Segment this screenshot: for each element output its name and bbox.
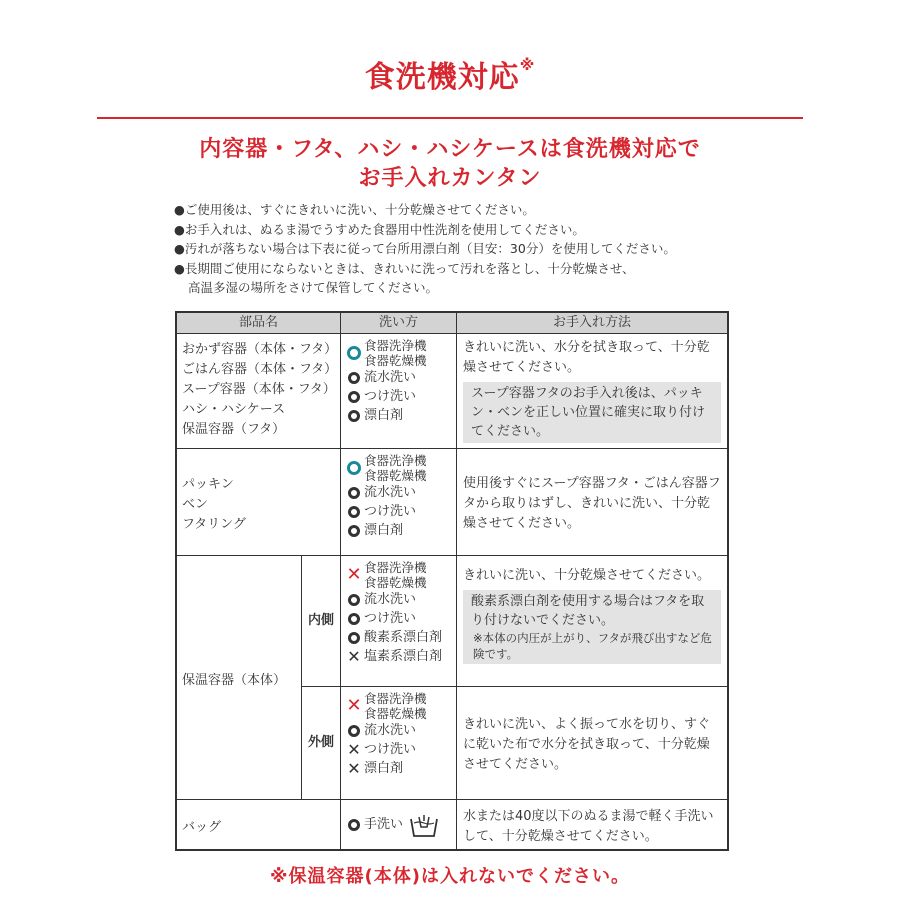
- care-note-box: スープ容器フタのお手入れ後は、パッキン・ベンを正しい位置に確実に取り付けてください。: [463, 382, 721, 443]
- wash-label: つけ洗い: [364, 504, 417, 519]
- wash-label: 食器乾燥機: [364, 706, 427, 721]
- note: ●汚れが落ちない場合は下表に従って台所用漂白剤（目安：30分）を使用してください。: [174, 241, 676, 256]
- wash-label: 手洗い: [364, 817, 404, 832]
- part-name: ハシ・ハシケース: [182, 402, 286, 417]
- subtitle-line-2: お手入れカンタン: [358, 166, 542, 191]
- care-note-box: [463, 590, 721, 664]
- care-cell: [457, 556, 727, 687]
- header-wash-method: 洗い方: [341, 313, 457, 334]
- wash-label: つけ洗い: [364, 389, 417, 404]
- ok-circle-icon: [346, 613, 362, 625]
- part-names: [177, 449, 341, 556]
- ng-x-icon: ✕: [347, 646, 361, 666]
- part-names: [177, 334, 341, 449]
- care-text: きれいに洗い、よく振って水を切り、すぐに乾いた布で水分を拭き取って、十分乾燥させてください。: [463, 717, 711, 772]
- wash-label: 漂白剤: [364, 523, 404, 538]
- ok-circle-icon: [346, 725, 362, 737]
- wash-label: 流水洗い: [364, 485, 417, 500]
- wash-label: 流水洗い: [364, 723, 417, 738]
- part-name: ベン: [182, 497, 209, 512]
- care-cell: [457, 334, 727, 449]
- wash-label: 流水洗い: [364, 370, 417, 385]
- ok-circle-icon: [346, 346, 362, 360]
- note: 高温多湿の場所をさけて保管してください。: [188, 280, 439, 295]
- ng-x-icon: ✕: [347, 758, 361, 778]
- part-name: 保温容器（フタ）: [182, 422, 286, 437]
- wash-methods: [341, 800, 457, 849]
- wash-methods: [341, 687, 457, 800]
- care-notes: [174, 200, 676, 298]
- divider: [97, 117, 803, 119]
- care-warning: ※本体の内圧が上がり、フタが飛び出すなど危険です。: [473, 631, 712, 661]
- part-name: パッキン: [182, 477, 234, 492]
- header-care-method: お手入れ方法: [457, 313, 727, 334]
- wash-label: 食器乾燥機: [364, 575, 427, 590]
- part-name: 保温容器（本体）: [177, 556, 302, 800]
- note: ●長期間ご使用にならないときは、きれいに洗って汚れを落とし、十分乾燥させ、: [174, 260, 635, 276]
- wash-label: 食器乾燥機: [364, 353, 427, 368]
- care-cell: [457, 449, 727, 556]
- ok-circle-icon: [346, 819, 362, 831]
- title-text: 食洗機対応: [364, 60, 520, 95]
- wash-label: つけ洗い: [364, 611, 417, 626]
- note: ●お手入れは、ぬるま湯でうすめた食器用中性洗剤を使用してください。: [174, 221, 585, 237]
- ok-circle-icon: [346, 506, 362, 518]
- ng-x-icon: ✕: [346, 564, 362, 585]
- wash-label: 塩素系漂白剤: [364, 649, 443, 664]
- wash-label: 食器洗浄機: [364, 560, 427, 575]
- ok-circle-icon: [346, 594, 362, 606]
- ok-circle-icon: [346, 410, 362, 422]
- page-title: [0, 52, 900, 96]
- wash-label: 食器乾燥機: [364, 468, 427, 483]
- wash-label: つけ洗い: [364, 742, 417, 757]
- outer-label: 外側: [302, 687, 341, 800]
- part-name: ごはん容器（本体・フタ）: [182, 362, 338, 377]
- ok-circle-icon: [346, 525, 362, 537]
- title-mark: ※: [519, 56, 536, 74]
- care-cell: [457, 687, 727, 800]
- wash-methods: [341, 556, 457, 687]
- wash-label: 酸素系漂白剤: [364, 630, 443, 645]
- care-text: 使用後すぐにスープ容器フタ・ごはん容器フタから取りはずし、きれいに洗い、十分乾燥させてください。: [463, 476, 721, 531]
- wash-label: 食器洗浄機: [364, 691, 427, 706]
- ok-circle-icon: [346, 461, 362, 475]
- note: ●ご使用後は、すぐにきれいに洗い、十分乾燥させてください。: [174, 202, 535, 217]
- wash-methods: [341, 449, 457, 556]
- bottom-warning: ※保温容器(本体)は入れないでください。: [270, 866, 630, 887]
- care-text: きれいに洗い、十分乾燥させてください。: [463, 568, 711, 583]
- care-table: [175, 311, 729, 851]
- ok-circle-icon: [346, 372, 362, 384]
- wash-methods: [341, 334, 457, 449]
- ok-circle-icon: [346, 632, 362, 644]
- part-name: スープ容器（本体・フタ）: [182, 382, 336, 397]
- ok-circle-icon: [346, 391, 362, 403]
- wash-label: 漂白剤: [364, 408, 404, 423]
- part-name: バッグ: [177, 800, 341, 849]
- inner-label: 内側: [302, 556, 341, 687]
- ok-circle-icon: [346, 487, 362, 499]
- part-name: フタリング: [182, 517, 246, 532]
- wash-label: 流水洗い: [364, 592, 417, 607]
- header-part-name: 部品名: [177, 313, 341, 334]
- care-text: きれいに洗い、水分を拭き取って、十分乾燥させてください。: [463, 340, 710, 375]
- wash-label: 食器洗浄機: [364, 453, 427, 468]
- wash-label: 漂白剤: [364, 761, 404, 776]
- subtitle-line-1: 内容器・フタ、ハシ・ハシケースは食洗機対応で: [199, 137, 701, 162]
- care-text: 水または40度以下のぬるま湯で軽く手洗いして、十分乾燥させてください。: [463, 808, 714, 844]
- care-note: 酸素系漂白剤を使用する場合はフタを取り付けないでください。: [471, 594, 705, 628]
- part-name: おかず容器（本体・フタ）: [182, 342, 338, 357]
- ng-x-icon: ✕: [347, 739, 361, 759]
- hand-wash-icon: [409, 813, 439, 837]
- wash-label: 食器洗浄機: [364, 338, 427, 353]
- care-cell: [457, 800, 727, 849]
- ng-x-icon: ✕: [346, 695, 362, 716]
